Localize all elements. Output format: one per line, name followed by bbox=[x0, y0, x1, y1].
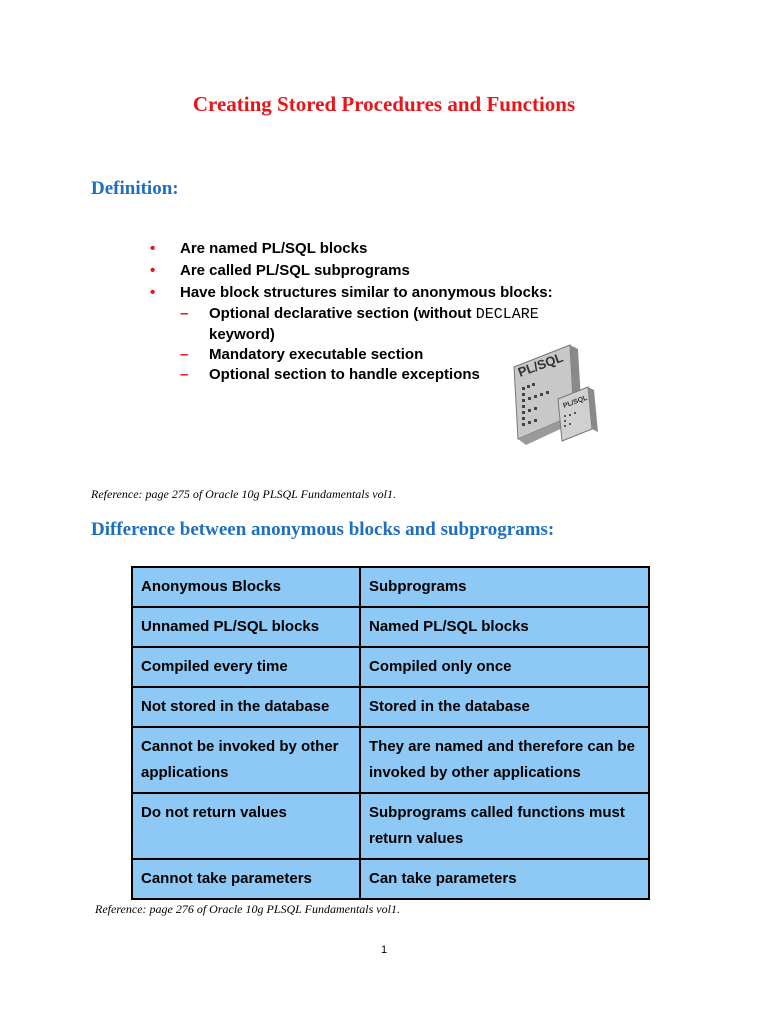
table-row bbox=[132, 727, 649, 793]
table-cell: Unnamed PL/SQL blocks bbox=[132, 607, 360, 647]
dash-marker: – bbox=[180, 305, 189, 322]
difference-heading: Difference between anonymous blocks and subprograms: bbox=[91, 519, 555, 540]
table-row bbox=[132, 793, 649, 859]
page-title: Creating Stored Procedures and Functions bbox=[192, 92, 576, 116]
table-row bbox=[132, 859, 649, 899]
table-cell: Stored in the database bbox=[360, 687, 649, 727]
bullet-text: Are named PL/SQL blocks bbox=[180, 240, 368, 257]
table-cell: Not stored in the database bbox=[132, 687, 360, 727]
table-cell: Compiled only once bbox=[360, 647, 649, 687]
definition-heading: Definition: bbox=[91, 178, 179, 199]
table-cell: Subprograms called functions must return values bbox=[360, 793, 649, 859]
table-cell: They are named and therefore can be invoked by other applications bbox=[360, 727, 649, 793]
bullet-text: Are called PL/SQL subprograms bbox=[180, 262, 410, 279]
table-header-row bbox=[132, 567, 649, 607]
table-row bbox=[132, 687, 649, 727]
declare-keyword: DECLARE bbox=[475, 306, 539, 323]
table-cell: Do not return values bbox=[132, 793, 360, 859]
reference-note-2: Reference: page 276 of Oracle 10g PLSQL Fundamentals vol1. bbox=[95, 902, 400, 916]
bullet-marker: • bbox=[150, 262, 156, 279]
plsql-small-label: PL/SQL bbox=[562, 394, 589, 410]
table-cell: Subprograms bbox=[360, 567, 649, 607]
sub-bullet-text: Optional section to handle exceptions bbox=[209, 366, 480, 383]
table-cell: Cannot take parameters bbox=[132, 859, 360, 899]
sub-bullet-text: Optional declarative section (without DECLARE keyword) bbox=[209, 305, 539, 343]
comparison-table bbox=[131, 566, 650, 900]
plsql-block-illustration bbox=[508, 335, 608, 450]
table-cell: Anonymous Blocks bbox=[132, 567, 360, 607]
dash-marker: – bbox=[180, 346, 189, 363]
bullet-marker: • bbox=[150, 240, 156, 257]
bullet-item bbox=[150, 282, 610, 304]
table-cell: Named PL/SQL blocks bbox=[360, 607, 649, 647]
table-cell: Compiled every time bbox=[132, 647, 360, 687]
bullet-text: Have block structures similar to anonymous blocks: bbox=[180, 284, 553, 301]
bullet-item bbox=[150, 260, 610, 282]
plsql-large-label: PL/SQL bbox=[515, 349, 566, 380]
dash-marker: – bbox=[180, 366, 189, 383]
reference-note-1: Reference: page 275 of Oracle 10g PLSQL Fundamentals vol1. bbox=[91, 487, 396, 501]
sub-bullet-text: Mandatory executable section bbox=[209, 346, 424, 363]
table-cell: Cannot be invoked by other applications bbox=[132, 727, 360, 793]
table-row bbox=[132, 607, 649, 647]
bullet-marker: • bbox=[150, 284, 156, 301]
page-number: 1 bbox=[380, 944, 388, 956]
table-row bbox=[132, 647, 649, 687]
bullet-item bbox=[150, 238, 610, 260]
table-cell: Can take parameters bbox=[360, 859, 649, 899]
